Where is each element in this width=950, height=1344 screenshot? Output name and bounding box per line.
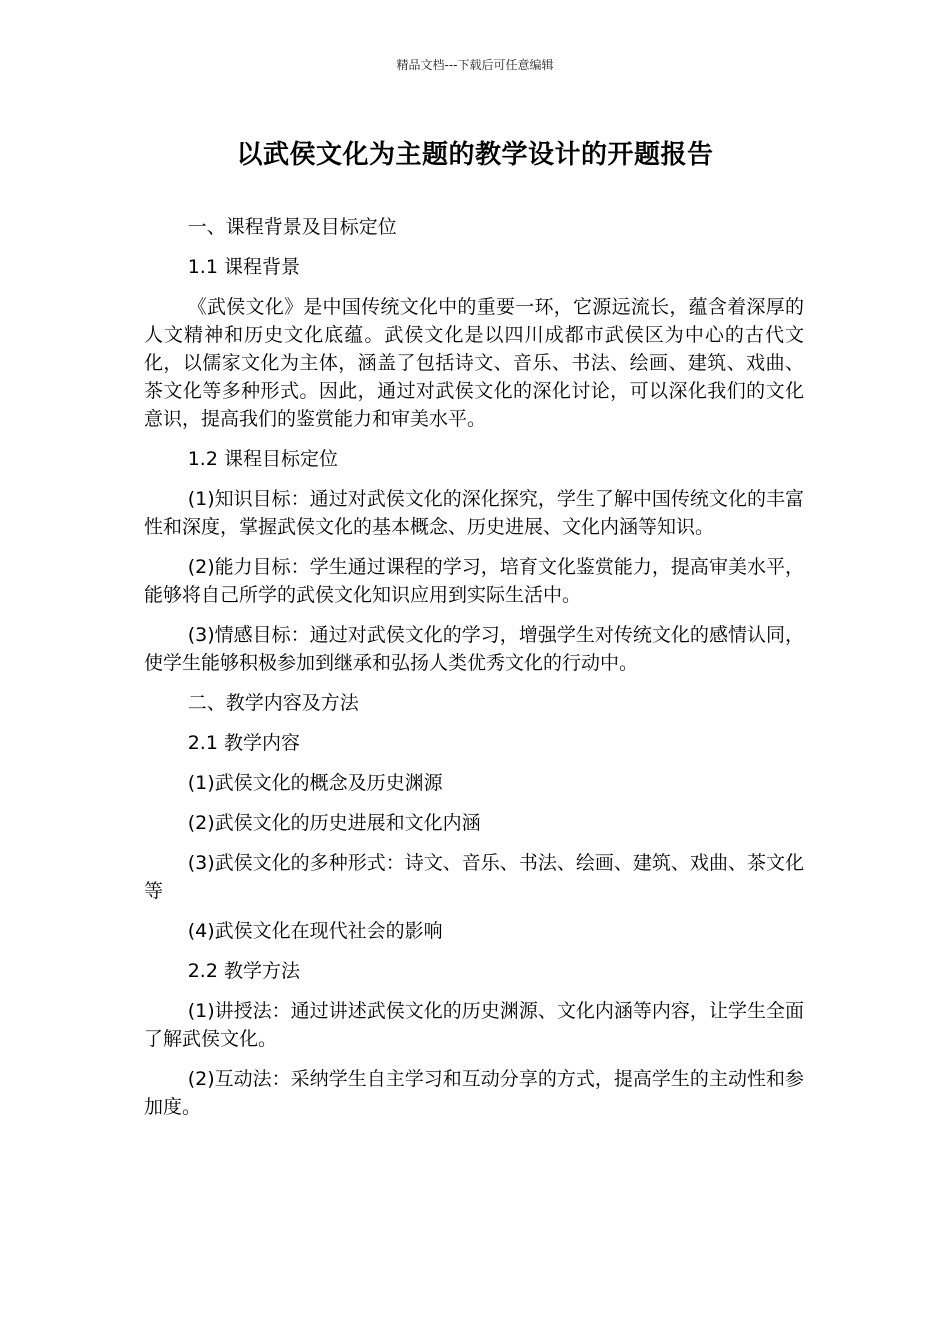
body-paragraph: (2)能力目标：学生通过课程的学习，培育文化鉴赏能力，提高审美水平，能够将自己所学的武侯文化知识应用到实际生活中。 — [144, 556, 804, 606]
section-heading: 二、教学内容及方法 — [187, 692, 359, 714]
list-item: (1)武侯文化的概念及历史渊源 — [187, 772, 443, 794]
body-paragraph: 《武侯文化》是中国传统文化中的重要一环，它源远流长，蕴含着深厚的人文精神和历史文化底蕴。武侯文化是以四川成都市武侯区为中心的古代文化，以儒家文化为主体，涵盖了包括诗文、音乐、书法、绘画、建筑、戏曲、茶文化等多种形式。因此，通过对武侯文化的深化讨论，可以深化我们的文化意识，提高我们的鉴赏能力和审美水平。 — [144, 296, 804, 430]
subsection-heading: 2.2 教学方法 — [187, 960, 300, 982]
body-paragraph: (2)互动法：采纳学生自主学习和互动分享的方式，提高学生的主动性和参加度。 — [144, 1068, 804, 1118]
page-header: 精品文档---下载后可任意编辑 — [396, 58, 554, 72]
subsection-heading: 1.2 课程目标定位 — [187, 448, 338, 470]
body-paragraph: (3)情感目标：通过对武侯文化的学习，增强学生对传统文化的感情认同，使学生能够积极参加到继承和弘扬人类优秀文化的行动中。 — [144, 624, 804, 674]
body-paragraph: (1)知识目标：通过对武侯文化的深化探究，学生了解中国传统文化的丰富性和深度，掌握武侯文化的基本概念、历史进展、文化内涵等知识。 — [144, 488, 804, 538]
section-heading: 一、课程背景及目标定位 — [187, 216, 397, 238]
subsection-heading: 2.1 教学内容 — [187, 732, 300, 754]
body-paragraph: (1)讲授法：通过讲述武侯文化的历史渊源、文化内涵等内容，让学生全面了解武侯文化。 — [144, 1000, 804, 1050]
list-item: (4)武侯文化在现代社会的影响 — [187, 920, 443, 942]
document-body — [144, 213, 804, 1133]
list-item: (3)武侯文化的多种形式：诗文、音乐、书法、绘画、建筑、戏曲、茶文化等 — [144, 852, 804, 902]
document-title: 以武侯文化为主题的教学设计的开题报告 — [236, 140, 714, 170]
subsection-heading: 1.1 课程背景 — [187, 256, 300, 278]
list-item: (2)武侯文化的历史进展和文化内涵 — [187, 812, 481, 834]
